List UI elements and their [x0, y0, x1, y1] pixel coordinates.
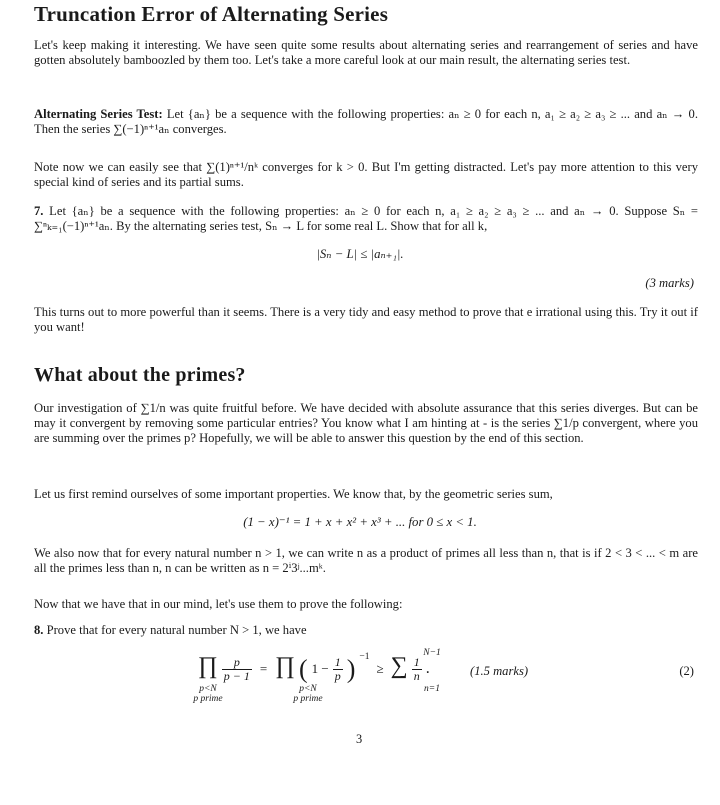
remind-paragraph: Let us first remind ourselves of some important properties. We know that, by the geometric series sum, — [34, 487, 553, 501]
q7-formula: |Sₙ − L| ≤ |aₙ₊₁|. — [316, 247, 404, 261]
fraction-p-over-p-minus-1 — [222, 656, 252, 683]
fraction-numerator: 1 — [334, 654, 341, 669]
one-minus: 1 − — [311, 661, 329, 676]
product-symbol-2: ∏ — [275, 653, 295, 679]
alternating-series-test — [34, 107, 698, 137]
ast-label: Alternating Series Test: — [34, 107, 163, 121]
geometric-series-formula: (1 − x)⁻¹ = 1 + x + x² + x³ + ... for 0 ≤ x < 1. — [243, 515, 477, 529]
q8-label: 8. — [34, 623, 44, 637]
q8-text: Prove that for every natural number N > 1, we have — [46, 623, 307, 637]
subscript-line: p<N — [199, 684, 217, 694]
q7-marks: (3 marks) — [645, 276, 694, 290]
fraction-denominator: p — [334, 668, 341, 683]
product-1-subscript — [184, 684, 232, 704]
paren-close: ) — [346, 654, 356, 684]
fraction-denominator: n — [413, 668, 420, 683]
sum-upper-limit: N−1 — [423, 648, 441, 658]
intro-paragraph: Let's keep making it interesting. We have seen quite some results about alternating series and rearrangement of series and have gotten absolutely bamboozled by them too. Let's take a more careful look at our main result, the alternating series test. — [34, 38, 698, 67]
fraction-numerator: 1 — [413, 654, 420, 669]
now-paragraph: Now that we have that in our mind, let's use them to prove the following: — [34, 597, 403, 611]
sum-symbol: ∑ — [390, 653, 408, 679]
product-symbol-1: ∏ — [198, 653, 218, 679]
subscript-line: p prime — [193, 694, 223, 704]
equation-number: (2) — [679, 664, 694, 678]
subscript-line: p prime — [293, 694, 323, 704]
exponent: −1 — [359, 651, 370, 662]
page-number: 3 — [356, 732, 363, 746]
fraction-denominator: p − 1 — [223, 668, 250, 683]
q7-text: Let {aₙ} be a sequence with the following properties: aₙ ≥ 0 for each n, a₁ ≥ a₂ ≥ a₃ ≥ ... and aₙ → 0. Suppose Sₙ = ∑ⁿₖ₌₁(−1)ⁿ⁺¹aₙ. By the alternating series test, Sₙ → L for some real L. Show that for all k, — [34, 204, 698, 233]
q8-marks: (1.5 marks) — [470, 664, 529, 678]
fraction-1-over-p — [333, 656, 343, 683]
section-title-primes: What about the primes? — [34, 364, 246, 386]
section-title-truncation: Truncation Error of Alternating Series — [34, 2, 389, 26]
ast-text: Let {aₙ} be a sequence with the following properties: aₙ ≥ 0 for each n, a₁ ≥ a₂ ≥ a₃ ≥ ... and aₙ → 0. Then the series ∑(−1)ⁿ⁺¹aₙ converges. — [34, 107, 698, 136]
sum-lower-limit: n=1 — [424, 684, 440, 694]
period: . — [425, 660, 430, 677]
question-8 — [34, 623, 698, 638]
geq-sign: ≥ — [376, 661, 384, 676]
fraction-numerator: p — [222, 656, 252, 670]
closing-paragraph: This turns out to more powerful than it seems. There is a very tidy and easy method to prove that e irrational using this. Try it out if you want! — [34, 305, 698, 334]
natural-number-paragraph: We also now that for every natural number n > 1, we can write n as a product of primes all less than n, that is if 2 < 3 < ... < m are all the primes less than n, n can be written as n = 2ⁱ3ʲ...mᵏ. — [34, 546, 698, 575]
equals-sign: = — [259, 661, 268, 676]
primes-intro-paragraph: Our investigation of ∑1/n was quite fruitful before. We have decided with absolute assurance that this series diverges. But can be may it convergent by removing some particular entries? You know what I am hinting at - is the series ∑1/p convergent, where you are summing over the primes p? Hopefully, we will be able to answer this question by the end of this section. — [34, 401, 698, 445]
note-paragraph: Note now we can easily see that ∑(1)ⁿ⁺¹/nᵏ converges for k > 0. But I'm getting distracted. Let's pay more attention to this very special kind of series and its partial sums. — [34, 160, 698, 189]
paren-open: ( — [298, 654, 308, 684]
product-2-subscript — [284, 684, 332, 704]
q7-label: 7. — [34, 204, 44, 218]
subscript-line: p<N — [299, 684, 317, 694]
fraction-1-over-n — [412, 656, 422, 683]
question-7 — [34, 204, 698, 234]
